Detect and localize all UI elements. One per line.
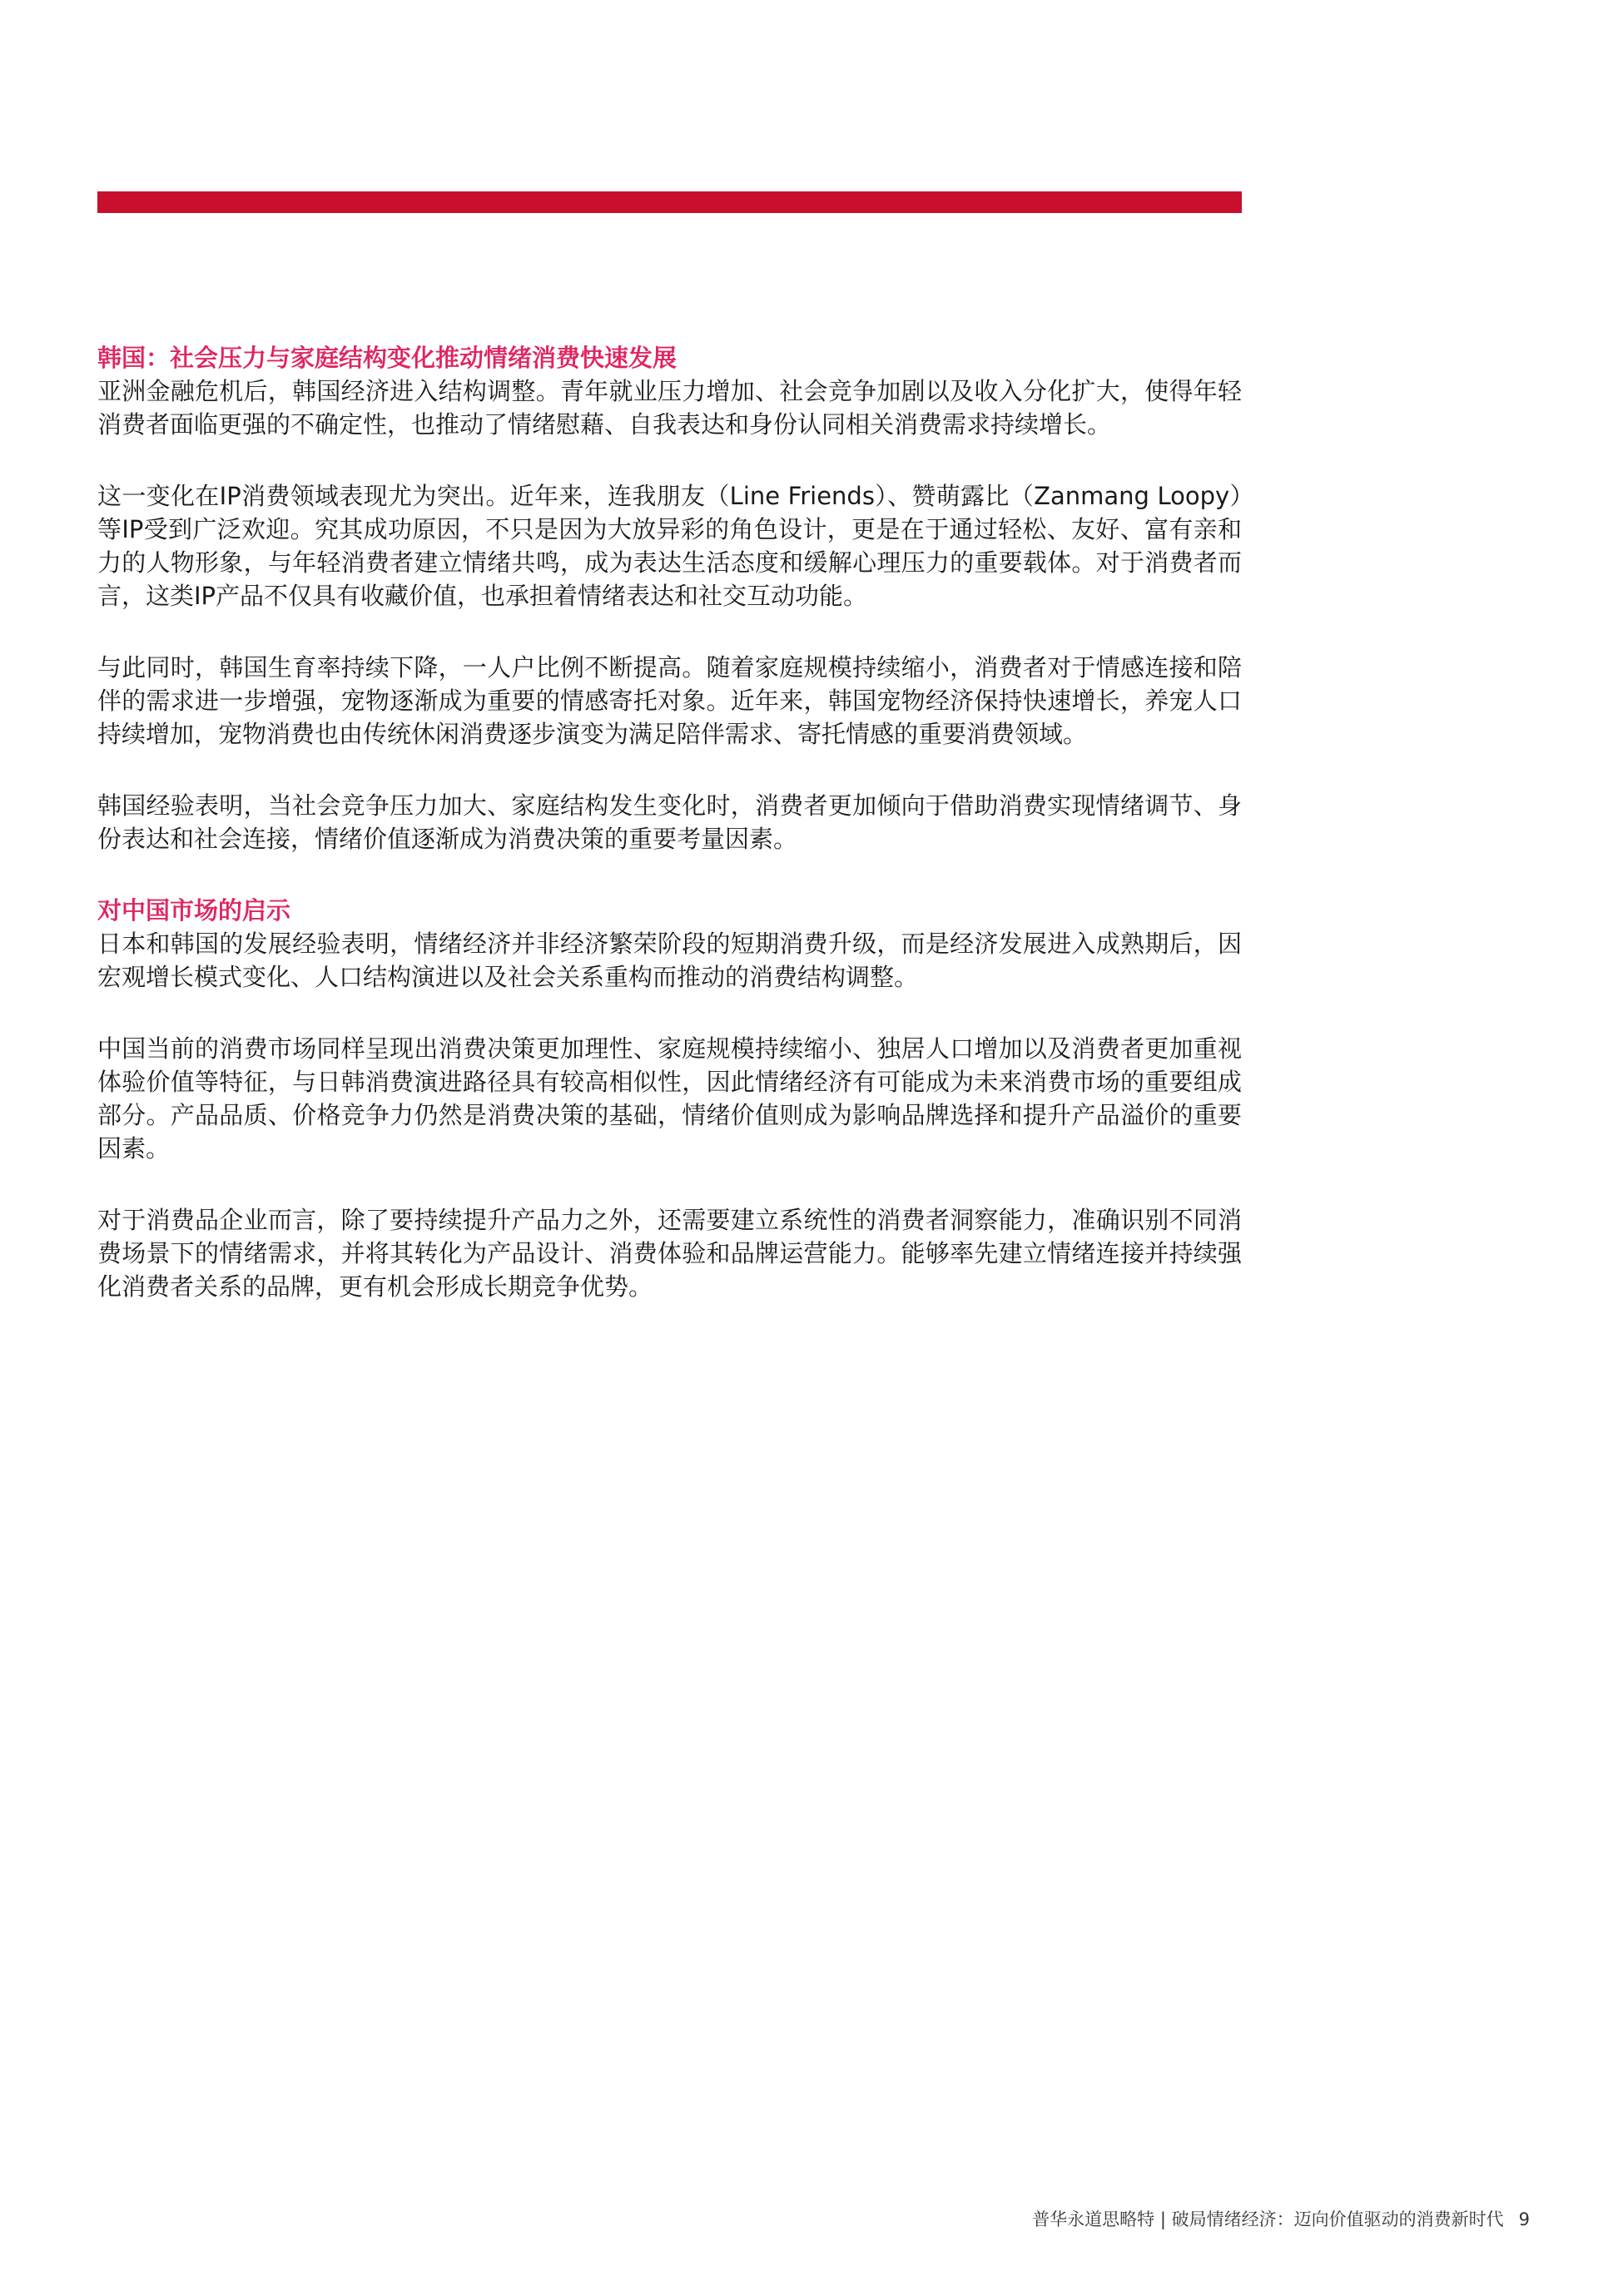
paragraph: 亚洲金融危机后，韩国经济进入结构调整。青年就业压力增加、社会竞争加剧以及收入分化扩大，使得年轻消费者面临更强的不确定性，也推动了情绪慰藉、自我表达和身份认同相关消费需求持续增长。 (97, 377, 1242, 439)
page-footer (1032, 2207, 1530, 2232)
paragraph: 这一变化在IP消费领域表现尤为突出。近年来，连我朋友（Line Friends）、赞萌露比（Zanmang Loopy）等IP受到广泛欢迎。究其成功原因，不只是因为大放异彩的角色设计，更是在于通过轻松、友好、富有亲和力的人物形象，与年轻消费者建立情绪共鸣，成为表达生活态度和缓解心理压力的重要载体。对于消费者而言，这类IP产品不仅具有收藏价值，也承担着情绪表达和社交互动功能。 (97, 482, 1242, 610)
top-accent-bar (97, 191, 1242, 213)
footer-text: 普华永道思略特 | 破局情绪经济：迈向价值驱动的消费新时代 (1032, 2209, 1504, 2229)
paragraph: 中国当前的消费市场同样呈现出消费决策更加理性、家庭规模持续缩小、独居人口增加以及消费者更加重视体验价值等特征，与日韩消费演进路径具有较高相似性，因此情绪经济有可能成为未来消费市场的重要组成部分。产品品质、价格竞争力仍然是消费决策的基础，情绪价值则成为影响品牌选择和提升产品溢价的重要因素。 (97, 1034, 1242, 1163)
section-heading-china: 对中国市场的启示 (97, 896, 291, 925)
main-content (97, 341, 1242, 1303)
page-number: 9 (1518, 2209, 1530, 2229)
paragraph: 韩国经验表明，当社会竞争压力加大、家庭结构发生变化时，消费者更加倾向于借助消费实现情绪调节、身份表达和社会连接，情绪价值逐渐成为消费决策的重要考量因素。 (97, 791, 1242, 853)
paragraph: 日本和韩国的发展经验表明，情绪经济并非经济繁荣阶段的短期消费升级，而是经济发展进入成熟期后，因宏观增长模式变化、人口结构演进以及社会关系重构而推动的消费结构调整。 (97, 930, 1242, 991)
paragraph: 与此同时，韩国生育率持续下降，一人户比例不断提高。随着家庭规模持续缩小，消费者对于情感连接和陪伴的需求进一步增强，宠物逐渐成为重要的情感寄托对象。近年来，韩国宠物经济保持快速增长，养宠人口持续增加，宠物消费也由传统休闲消费逐步演变为满足陪伴需求、寄托情感的重要消费领域。 (97, 653, 1242, 748)
paragraph: 对于消费品企业而言，除了要持续提升产品力之外，还需要建立系统性的消费者洞察能力，准确识别不同消费场景下的情绪需求，并将其转化为产品设计、消费体验和品牌运营能力。能够率先建立情绪连接并持续强化消费者关系的品牌，更有机会形成长期竞争优势。 (97, 1206, 1242, 1301)
section-heading-korea: 韩国：社会压力与家庭结构变化推动情绪消费快速发展 (97, 344, 677, 372)
